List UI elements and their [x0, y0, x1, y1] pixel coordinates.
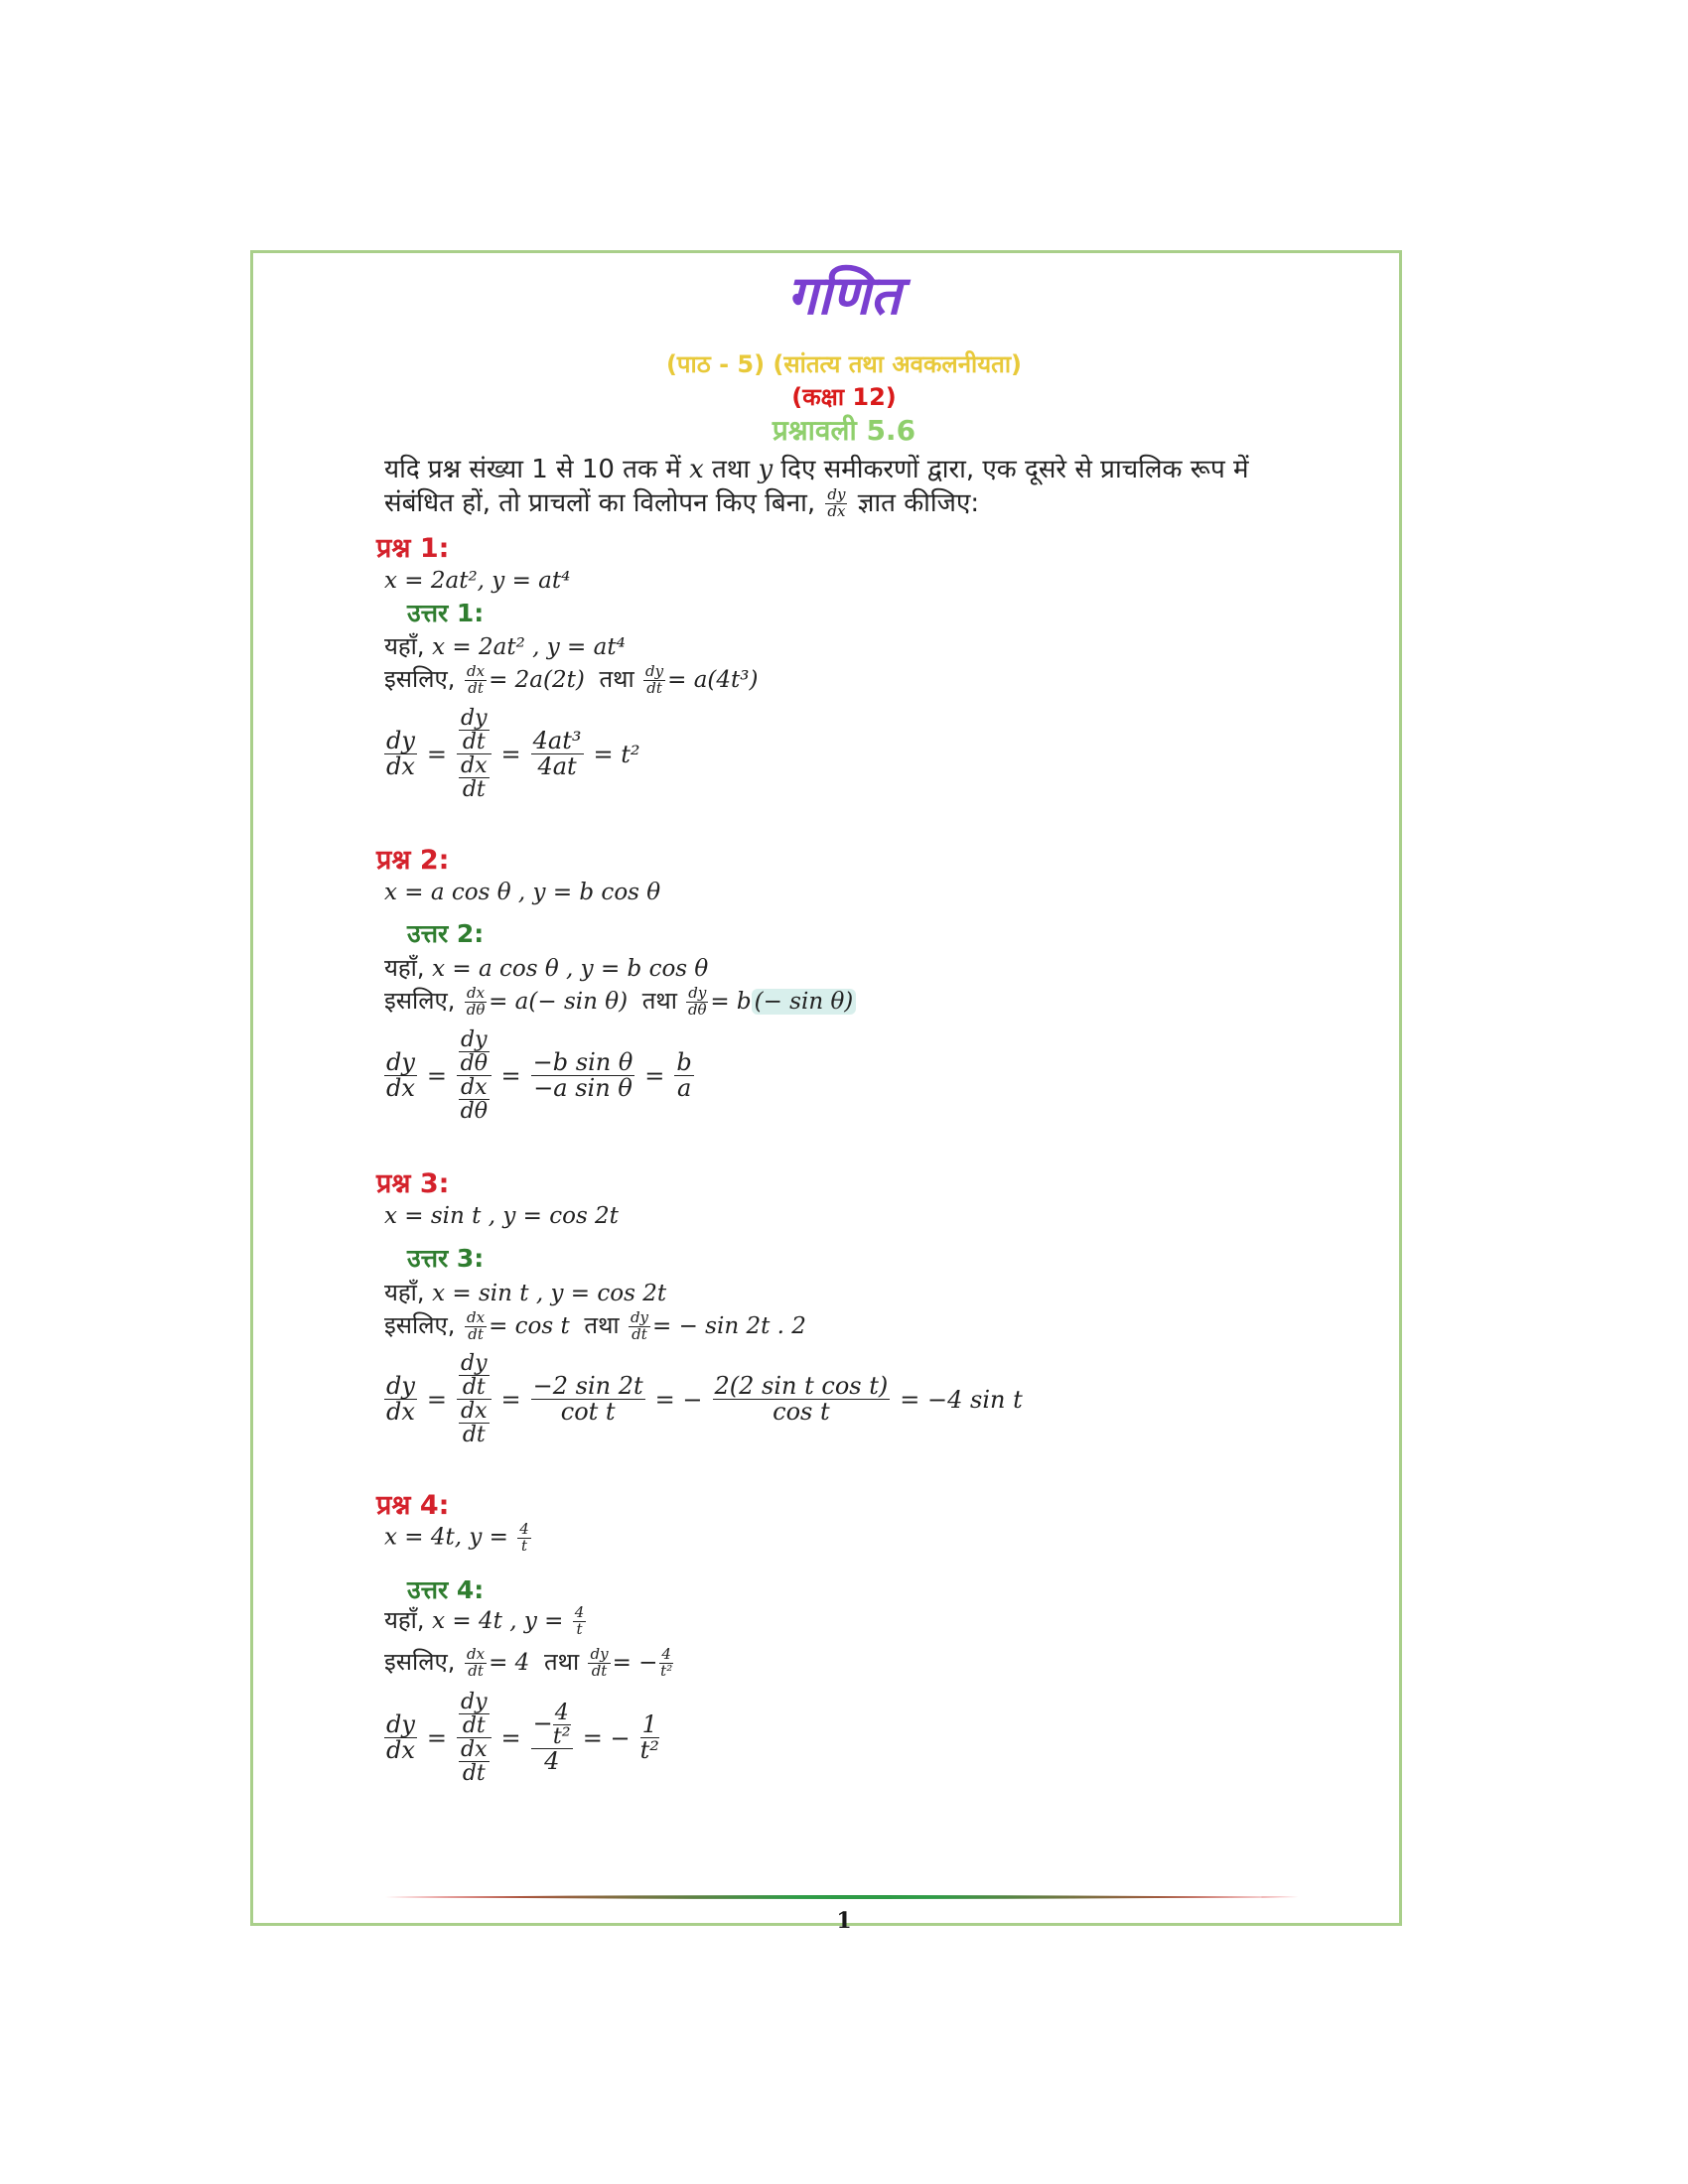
answer-3-given: यहाँ, x = sin t , y = cos 2t — [384, 1279, 667, 1306]
answer-3-result: $\frac{dy}{dx}$ = $\frac{\frac{dy}{dt}}{\frac{dx}{dt}}$ = $\frac{-2 \sin 2t}{\text{cot t}}$ = − $\frac{\text{2(2 sin t cos t)}}{\text{cos t}}$ = −4 sin t — [386, 1351, 1023, 1448]
answer-3-derivatives: इसलिए, $\frac{dx}{dt}$ = cos t तथा $\frac{dy}{dt}$ = − sin 2t . 2 — [384, 1308, 806, 1343]
exercise-heading: प्रश्नावली 5.6 — [772, 414, 916, 447]
answer-2-result: $\frac{dy}{dx}$ = $\frac{\frac{dy}{d\theta}}{\frac{dx}{d\theta}}$ = $\frac{\text{−b sin θ}}{\text{−a sin θ}}$ = $\frac{b}{a}$ — [386, 1027, 692, 1125]
question-4-statement: x = 4t, y = $\frac{4}{t}$ — [384, 1520, 529, 1555]
intro-text: दिए समीकरणों द्वारा, एक दूसरे से प्राचलिक रूप में — [773, 455, 1249, 484]
question-3-label: प्रश्न 3: — [376, 1168, 450, 1199]
answer-2-label: उत्तर 2: — [407, 919, 485, 948]
answer-3-label: उत्तर 3: — [407, 1244, 485, 1273]
highlighted-term: (− sin θ) — [752, 989, 857, 1015]
chapter-subtitle: (पाठ - 5) (सांतत्य तथा अवकलनीयता) — [665, 350, 1023, 378]
intro-text: तथा — [703, 455, 759, 484]
var-x: x — [689, 455, 704, 484]
question-1-statement: x = 2at², y = at⁴ — [384, 568, 571, 594]
answer-1-derivatives: इसलिए, $\frac{dx}{dt}$ = 2a(2t) तथा $\frac{dy}{dt}$ = a(4t³) — [384, 662, 759, 697]
answer-4-derivatives: इसलिए, $\frac{dx}{dt}$ = 4 तथा $\frac{dy}{dt}$ = − $\frac{4}{\text{t²}}$ — [384, 1645, 673, 1680]
var-y: y — [758, 455, 774, 484]
answer-1-label: उत्तर 1: — [407, 599, 485, 627]
intro-text: संबंधित हों, तो प्राचलों का विलोपन किए बिना, — [384, 488, 824, 518]
answer-1-result: $\frac{dy}{dx}$ = $\frac{\frac{dy}{dt}}{\frac{dx}{dt}}$ = $\frac{\text{4at³}}{4at}$ = t² — [386, 706, 640, 803]
question-1-label: प्रश्न 1: — [376, 533, 450, 564]
answer-4-label: उत्तर 4: — [407, 1575, 485, 1604]
question-4-label: प्रश्न 4: — [376, 1490, 450, 1521]
intro-text: यदि प्रश्न संख्या 1 से 10 तक में — [384, 455, 690, 484]
answer-2-given: यहाँ, x = a cos θ , y = b cos θ — [384, 954, 709, 982]
question-2-statement: x = a cos θ , y = b cos θ — [384, 880, 661, 905]
answer-1-given: यहाँ, x = 2at² , y = at⁴ — [384, 632, 626, 660]
answer-4-given: यहाँ, x = 4t , y = $\frac{4}{t}$ — [384, 1603, 585, 1638]
intro-line-1 — [384, 450, 1249, 485]
footer-divider — [385, 1894, 1299, 1900]
dy-dx-fraction: $\frac{dy}{dx}$ — [827, 485, 846, 520]
answer-4-result: $\frac{dy}{dx}$ = $\frac{\frac{dy}{dt}}{\frac{dx}{dt}}$ = − $\frac{4}{\text{t²}}$ 4 = − $\frac{1}{\text{t²}}$ — [386, 1690, 659, 1787]
class-label: (कक्षा 12) — [791, 383, 897, 411]
intro-line-2 — [384, 483, 979, 520]
page-number: 1 — [836, 1908, 852, 1934]
intro-text: ज्ञात कीजिए: — [849, 488, 980, 518]
answer-2-derivatives: इसलिए, $\frac{dx}{d\theta}$ = a(− sin θ) तथा $\frac{dy}{d\theta}$ = b (− sin θ) — [384, 984, 856, 1019]
question-3-statement: x = sin t , y = cos 2t — [384, 1203, 619, 1229]
question-2-label: प्रश्न 2: — [376, 845, 450, 876]
page-title: गणित — [786, 264, 902, 327]
